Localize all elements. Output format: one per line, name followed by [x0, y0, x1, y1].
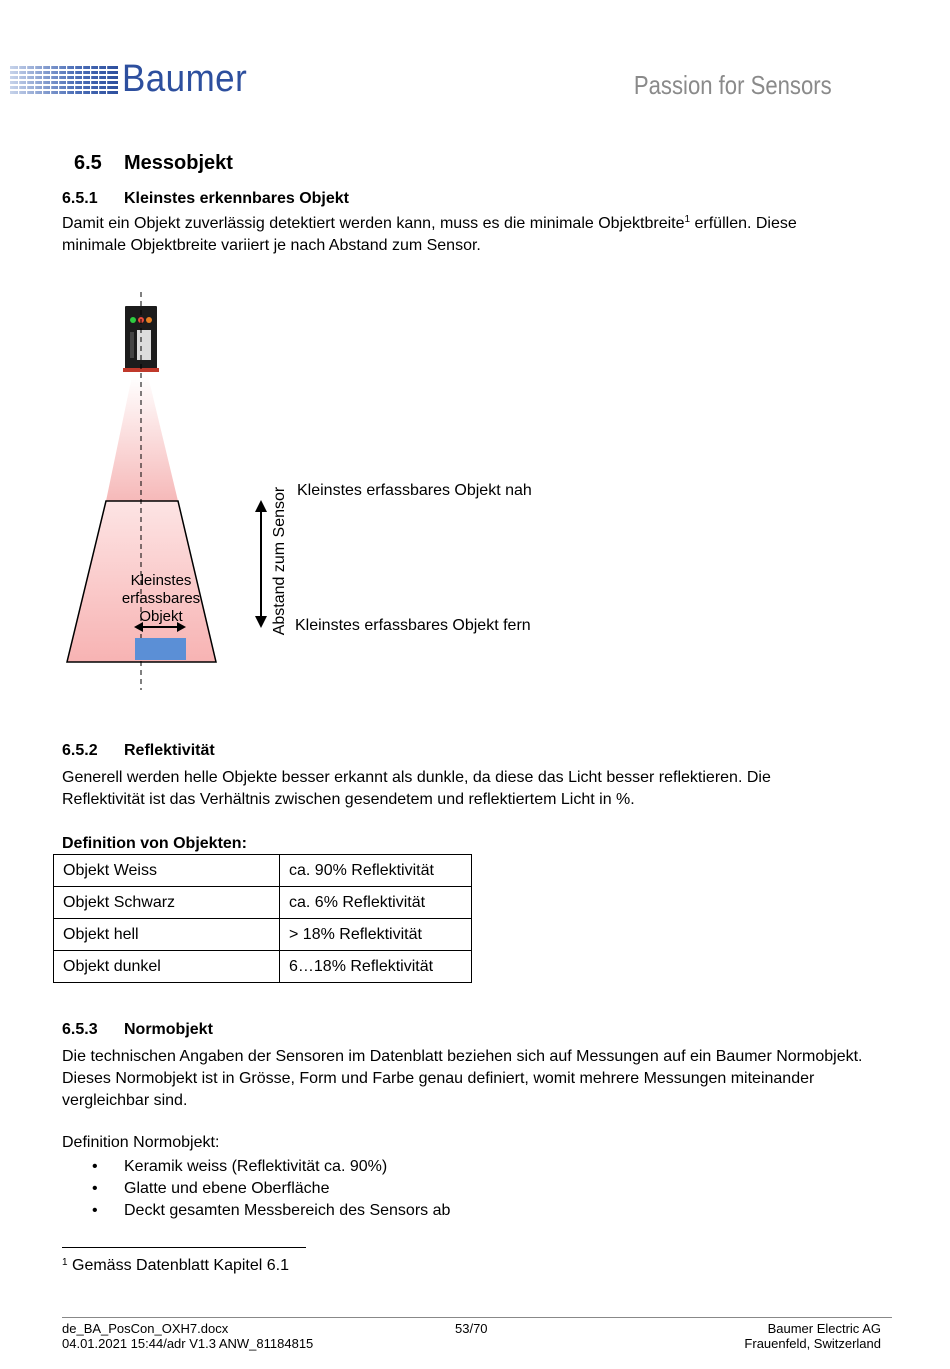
- value-cell: 6…18% Reflektivität: [280, 951, 472, 983]
- brand-name: Baumer: [122, 58, 248, 100]
- footer-location: Frauenfeld, Switzerland: [744, 1336, 881, 1351]
- distance-arrow: [255, 500, 267, 628]
- footer-company: Baumer Electric AG: [767, 1321, 881, 1336]
- light-beam: [106, 376, 178, 501]
- paragraph-text: erfüllen. Diese minimale Objektbreite variiert je nach Abstand zum Sensor.: [62, 215, 797, 254]
- baumer-stripes-icon: [10, 64, 118, 96]
- footnote-mark: 1: [62, 1257, 68, 1268]
- reflectivity-table: [53, 854, 472, 983]
- subsection-title: Reflektivität: [124, 742, 215, 759]
- value-cell: > 18% Reflektivität: [280, 919, 472, 951]
- measured-object: [135, 638, 186, 660]
- table-row: [54, 919, 472, 951]
- footnote-reference[interactable]: 1: [684, 214, 691, 225]
- paragraph-653: Die technischen Angaben der Sensoren im Datenblatt beziehen sich auf Messungen auf ein Baumer Normobjekt. Dieses Normobjekt ist in Grösse, Form und Farbe genau definiert, womit mehrere Messungen miteinander vergleichbar sind.: [62, 1048, 863, 1109]
- object-cell: Objekt dunkel: [54, 951, 280, 983]
- table-row: [54, 855, 472, 887]
- section-heading: [74, 152, 233, 175]
- list-item: • Glatte und ebene Oberfläche: [88, 1178, 450, 1200]
- subsection-heading-651: [62, 190, 349, 208]
- footer-left: [62, 1321, 313, 1351]
- definition-heading: Definition Normobjekt:: [62, 1134, 220, 1151]
- table-row: [54, 951, 472, 983]
- page-number: 53/70: [455, 1321, 488, 1336]
- distance-axis-label: Abstand zum Sensor: [271, 486, 288, 636]
- footer-right: [744, 1321, 881, 1351]
- label-near: Kleinstes erfassbares Objekt nah: [297, 482, 532, 499]
- label-far: Kleinstes erfassbares Objekt fern: [295, 617, 531, 634]
- footer-filename: de_BA_PosCon_OXH7.docx: [62, 1321, 229, 1336]
- subsection-title: Kleinstes erkennbares Objekt: [124, 190, 349, 207]
- footer-separator: [62, 1317, 892, 1318]
- object-cell: Objekt hell: [54, 919, 280, 951]
- subsection-heading-653: [62, 1021, 213, 1039]
- footer-meta: 04.01.2021 15:44/adr V1.3 ANW_81184815: [62, 1336, 314, 1351]
- paragraph-652: Generell werden helle Objekte besser erkannt als dunkle, da diese das Licht besser reflektieren. Die Reflektivität ist das Verhältnis zwischen gesendetem und reflektiertem Licht in %.: [62, 769, 771, 808]
- table-heading: Definition von Objekten:: [62, 835, 247, 852]
- value-cell: ca. 90% Reflektivität: [280, 855, 472, 887]
- object-cell: Objekt Weiss: [54, 855, 280, 887]
- definition-list: [88, 1156, 450, 1222]
- section-number: 6.5: [74, 152, 102, 174]
- object-cell: Objekt Schwarz: [54, 887, 280, 919]
- subsection-number: 6.5.2: [62, 742, 98, 759]
- list-item: • Deckt gesamten Messbereich des Sensors ab: [88, 1200, 450, 1222]
- footnote: [62, 1257, 289, 1275]
- object-label-line-1: Kleinstes: [130, 572, 192, 589]
- footnote-separator: [62, 1247, 306, 1248]
- paragraph-text: Damit ein Objekt zuverlässig detektiert werden kann, muss es die minimale Objektbreite: [62, 215, 685, 232]
- subsection-title: Normobjekt: [124, 1021, 213, 1038]
- section-title: Messobjekt: [124, 152, 233, 174]
- table-row: [54, 887, 472, 919]
- value-cell: ca. 6% Reflektivität: [280, 887, 472, 919]
- subsection-heading-652: [62, 742, 215, 760]
- object-label-line-2: erfassbares: [121, 590, 201, 607]
- list-item: • Keramik weiss (Reflektivität ca. 90%): [88, 1156, 450, 1178]
- detection-diagram: [0, 280, 950, 710]
- object-label-line-3: Objekt: [139, 608, 183, 625]
- subsection-number: 6.5.3: [62, 1021, 98, 1038]
- subsection-number: 6.5.1: [62, 190, 98, 207]
- slogan: Passion for Sensors: [634, 70, 832, 100]
- paragraph-651: [62, 213, 862, 257]
- footnote-text: Gemäss Datenblatt Kapitel 6.1: [67, 1257, 290, 1274]
